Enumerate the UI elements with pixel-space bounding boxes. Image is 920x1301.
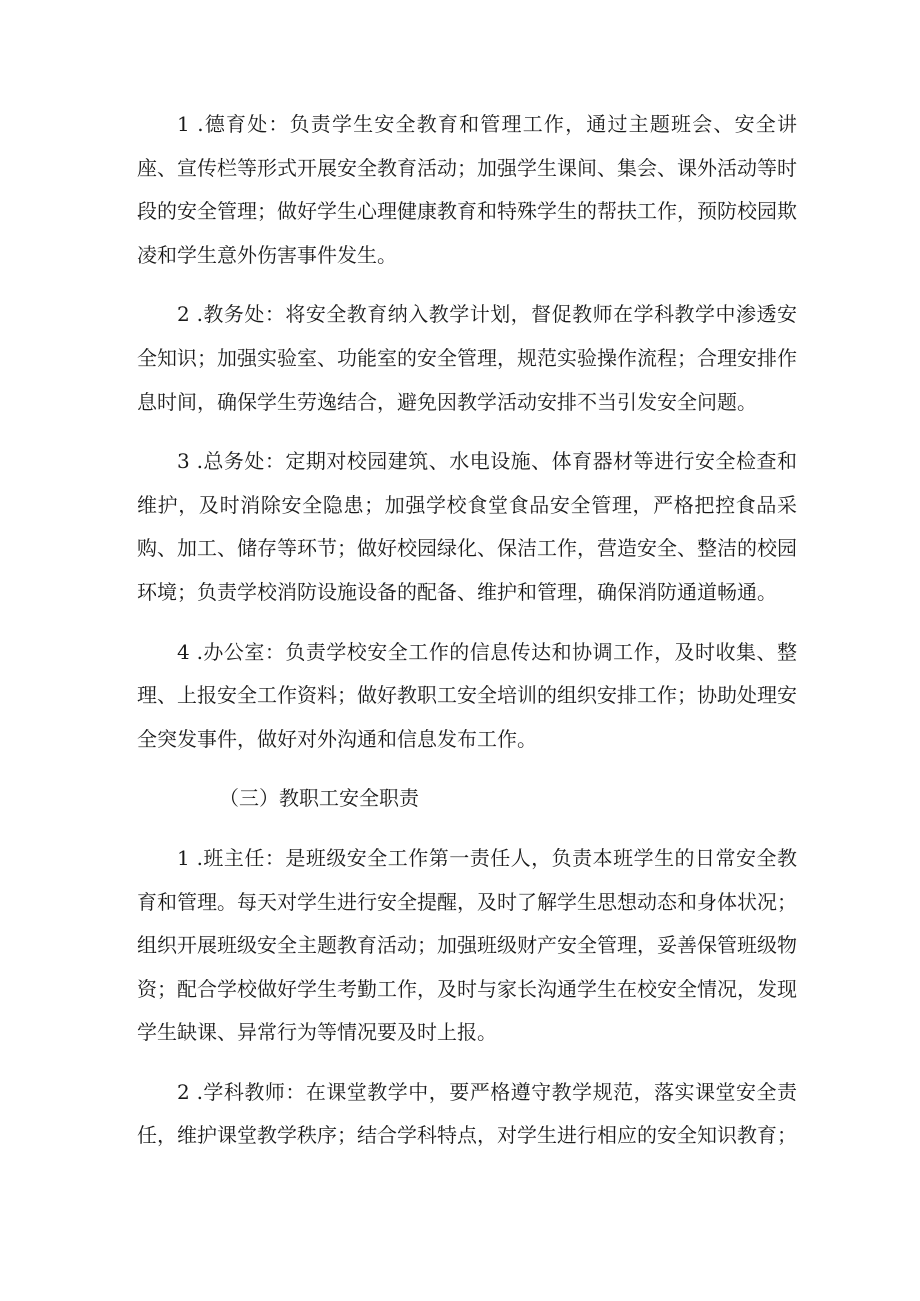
- paragraph-moral-education-office: 1 .德育处：负责学生安全教育和管理工作，通过主题班会、安全讲座、宣传栏等形式开展安全教育活动；加强学生课间、集会、课外活动等时段的安全管理；做好学生心理健康教育和特殊学生的帮扶工作，预防校园欺凌和学生意外伤害事件发生。: [137, 112, 797, 267]
- paragraph-head-teacher: 1 .班主任：是班级安全工作第一责任人，负责本班学生的日常安全教育和管理。每天对学生进行安全提醒，及时了解学生思想动态和身体状况；组织开展班级安全主题教育活动；加强班级财产安全管理，妥善保管班级物资；配合学校做好学生考勤工作，及时与家长沟通学生在校安全情况，发现学生缺课、异常行为等情况要及时上报。: [137, 845, 797, 1045]
- document-body: [137, 103, 797, 1174]
- section-heading-staff-duties: （三）教职工安全职责: [219, 786, 419, 811]
- paragraph-general-office: 4 .办公室：负责学校安全工作的信息传达和协调工作，及时收集、整理、上报安全工作资料；做好教职工安全培训的组织安排工作；协助处理安全突发事件，做好对外沟通和信息发布工作。: [137, 639, 797, 751]
- paragraph-academic-affairs-office: 2 .教务处：将安全教育纳入教学计划，督促教师在学科教学中渗透安全知识；加强实验室、功能室的安全管理，规范实验操作流程；合理安排作息时间，确保学生劳逸结合，避免因教学活动安排不当引发安全问题。: [137, 302, 797, 414]
- paragraph-subject-teacher: 2 .学科教师：在课堂教学中，要严格遵守教学规范，落实课堂安全责任，维护课堂教学秩序；结合学科特点，对学生进行相应的安全知识教育；: [137, 1079, 797, 1148]
- paragraph-general-affairs-office: 3 .总务处：定期对校园建筑、水电设施、体育器材等进行安全检查和维护，及时消除安全隐患；加强学校食堂食品安全管理，严格把控食品采购、加工、储存等环节；做好校园绿化、保洁工作，营造安全、整洁的校园环境；负责学校消防设施设备的配备、维护和管理，确保消防通道畅通。: [137, 449, 797, 604]
